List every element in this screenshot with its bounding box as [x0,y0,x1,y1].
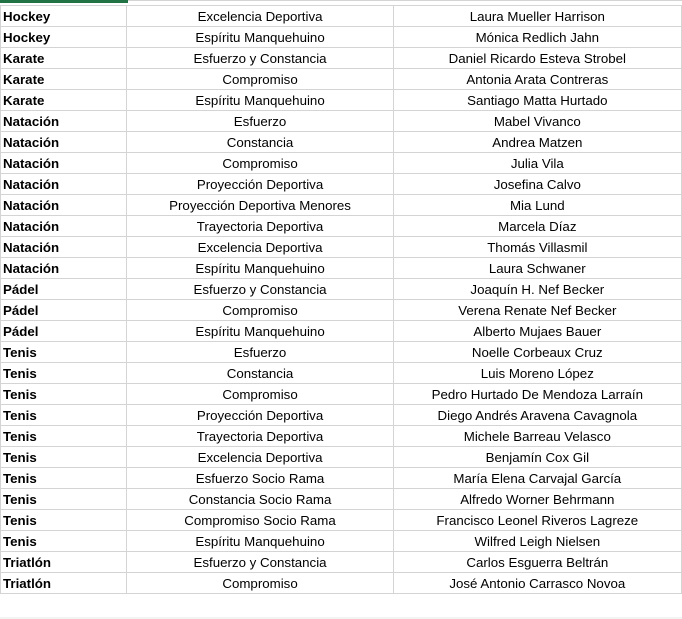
person-cell[interactable]: María Elena Carvajal García [393,468,681,489]
person-cell[interactable]: Thomás Villasmil [393,237,681,258]
table-row[interactable] [1,426,682,447]
table-row[interactable] [1,27,682,48]
table-row[interactable] [1,531,682,552]
person-cell[interactable]: Michele Barreau Velasco [393,426,681,447]
sport-cell[interactable]: Karate [1,69,127,90]
table-row[interactable] [1,447,682,468]
person-cell[interactable]: Mónica Redlich Jahn [393,27,681,48]
table-row[interactable] [1,363,682,384]
table-row[interactable] [1,573,682,594]
table-row[interactable] [1,405,682,426]
active-cell-indicator [0,0,128,3]
sport-cell[interactable]: Triatlón [1,552,127,573]
table-row[interactable] [1,111,682,132]
sport-cell[interactable]: Karate [1,90,127,111]
sport-cell[interactable]: Natación [1,258,127,279]
person-cell[interactable]: Laura Mueller Harrison [393,6,681,27]
award-cell[interactable]: Esfuerzo y Constancia [127,48,393,69]
person-cell[interactable]: José Antonio Carrasco Novoa [393,573,681,594]
sport-cell[interactable]: Triatlón [1,573,127,594]
award-cell[interactable]: Constancia Socio Rama [127,489,393,510]
table-row[interactable] [1,132,682,153]
sport-cell[interactable]: Tenis [1,384,127,405]
person-cell[interactable]: Andrea Matzen [393,132,681,153]
award-cell[interactable]: Trayectoria Deportiva [127,426,393,447]
person-cell[interactable]: Joaquín H. Nef Becker [393,279,681,300]
sport-cell[interactable]: Natación [1,216,127,237]
award-cell[interactable]: Compromiso [127,300,393,321]
person-cell[interactable]: Marcela Díaz [393,216,681,237]
person-cell[interactable]: Santiago Matta Hurtado [393,90,681,111]
award-cell[interactable]: Espíritu Manquehuino [127,27,393,48]
award-cell[interactable]: Espíritu Manquehuino [127,531,393,552]
person-cell[interactable]: Verena Renate Nef Becker [393,300,681,321]
person-cell[interactable]: Daniel Ricardo Esteva Strobel [393,48,681,69]
sport-cell[interactable]: Tenis [1,342,127,363]
table-row[interactable] [1,468,682,489]
award-cell[interactable]: Compromiso [127,153,393,174]
sport-cell[interactable]: Natación [1,237,127,258]
spreadsheet-body [1,6,682,594]
sport-cell[interactable]: Natación [1,111,127,132]
table-row[interactable] [1,195,682,216]
award-cell[interactable]: Excelencia Deportiva [127,447,393,468]
award-cell[interactable]: Esfuerzo y Constancia [127,552,393,573]
sport-cell[interactable]: Tenis [1,447,127,468]
table-row[interactable] [1,321,682,342]
table-row[interactable] [1,216,682,237]
person-cell[interactable]: Francisco Leonel Riveros Lagreze [393,510,681,531]
sport-cell[interactable]: Natación [1,195,127,216]
sport-cell[interactable]: Hockey [1,6,127,27]
table-row[interactable] [1,552,682,573]
table-row[interactable] [1,237,682,258]
person-cell[interactable]: Alfredo Worner Behrmann [393,489,681,510]
sport-cell[interactable]: Natación [1,153,127,174]
person-cell[interactable]: Wilfred Leigh Nielsen [393,531,681,552]
table-row[interactable] [1,258,682,279]
table-row[interactable] [1,174,682,195]
sport-cell[interactable]: Tenis [1,405,127,426]
award-cell[interactable]: Esfuerzo Socio Rama [127,468,393,489]
sport-cell[interactable]: Tenis [1,426,127,447]
sport-cell[interactable]: Natación [1,174,127,195]
person-cell[interactable]: Julia Vila [393,153,681,174]
award-cell[interactable]: Compromiso [127,384,393,405]
table-row[interactable] [1,279,682,300]
person-cell[interactable]: Noelle Corbeaux Cruz [393,342,681,363]
sport-cell[interactable]: Pádel [1,321,127,342]
table-row[interactable] [1,384,682,405]
award-cell[interactable]: Constancia [127,363,393,384]
table-row[interactable] [1,153,682,174]
sport-cell[interactable]: Natación [1,132,127,153]
table-row[interactable] [1,48,682,69]
award-cell[interactable]: Espíritu Manquehuino [127,258,393,279]
table-row[interactable] [1,300,682,321]
person-cell[interactable]: Josefina Calvo [393,174,681,195]
sport-cell[interactable]: Tenis [1,510,127,531]
award-cell[interactable]: Proyección Deportiva Menores [127,195,393,216]
award-cell[interactable]: Espíritu Manquehuino [127,90,393,111]
sport-cell[interactable]: Tenis [1,363,127,384]
person-cell[interactable]: Pedro Hurtado De Mendoza Larraín [393,384,681,405]
person-cell[interactable]: Carlos Esguerra Beltrán [393,552,681,573]
award-cell[interactable]: Espíritu Manquehuino [127,321,393,342]
award-cell[interactable]: Proyección Deportiva [127,405,393,426]
award-cell[interactable]: Compromiso [127,69,393,90]
table-row[interactable] [1,90,682,111]
award-cell[interactable]: Esfuerzo y Constancia [127,279,393,300]
award-cell[interactable]: Esfuerzo [127,342,393,363]
sport-cell[interactable]: Hockey [1,27,127,48]
sport-cell[interactable]: Tenis [1,489,127,510]
grid-line [128,0,682,1]
award-cell[interactable]: Proyección Deportiva [127,174,393,195]
award-cell[interactable]: Compromiso [127,573,393,594]
award-cell[interactable]: Compromiso Socio Rama [127,510,393,531]
person-cell[interactable]: Mia Lund [393,195,681,216]
award-cell[interactable]: Constancia [127,132,393,153]
sport-cell[interactable]: Pádel [1,300,127,321]
table-row[interactable] [1,69,682,90]
table-row[interactable] [1,510,682,531]
table-row[interactable] [1,6,682,27]
award-cell[interactable]: Trayectoria Deportiva [127,216,393,237]
award-cell[interactable]: Excelencia Deportiva [127,6,393,27]
award-cell[interactable]: Excelencia Deportiva [127,237,393,258]
sport-cell[interactable]: Tenis [1,468,127,489]
sport-cell[interactable]: Pádel [1,279,127,300]
table-row[interactable] [1,489,682,510]
spreadsheet-grid[interactable] [0,5,682,594]
person-cell[interactable]: Laura Schwaner [393,258,681,279]
person-cell[interactable]: Alberto Mujaes Bauer [393,321,681,342]
table-row[interactable] [1,342,682,363]
award-cell[interactable]: Esfuerzo [127,111,393,132]
person-cell[interactable]: Antonia Arata Contreras [393,69,681,90]
sport-cell[interactable]: Tenis [1,531,127,552]
person-cell[interactable]: Luis Moreno López [393,363,681,384]
sport-cell[interactable]: Karate [1,48,127,69]
person-cell[interactable]: Mabel Vivanco [393,111,681,132]
person-cell[interactable]: Benjamín Cox Gil [393,447,681,468]
person-cell[interactable]: Diego Andrés Aravena Cavagnola [393,405,681,426]
